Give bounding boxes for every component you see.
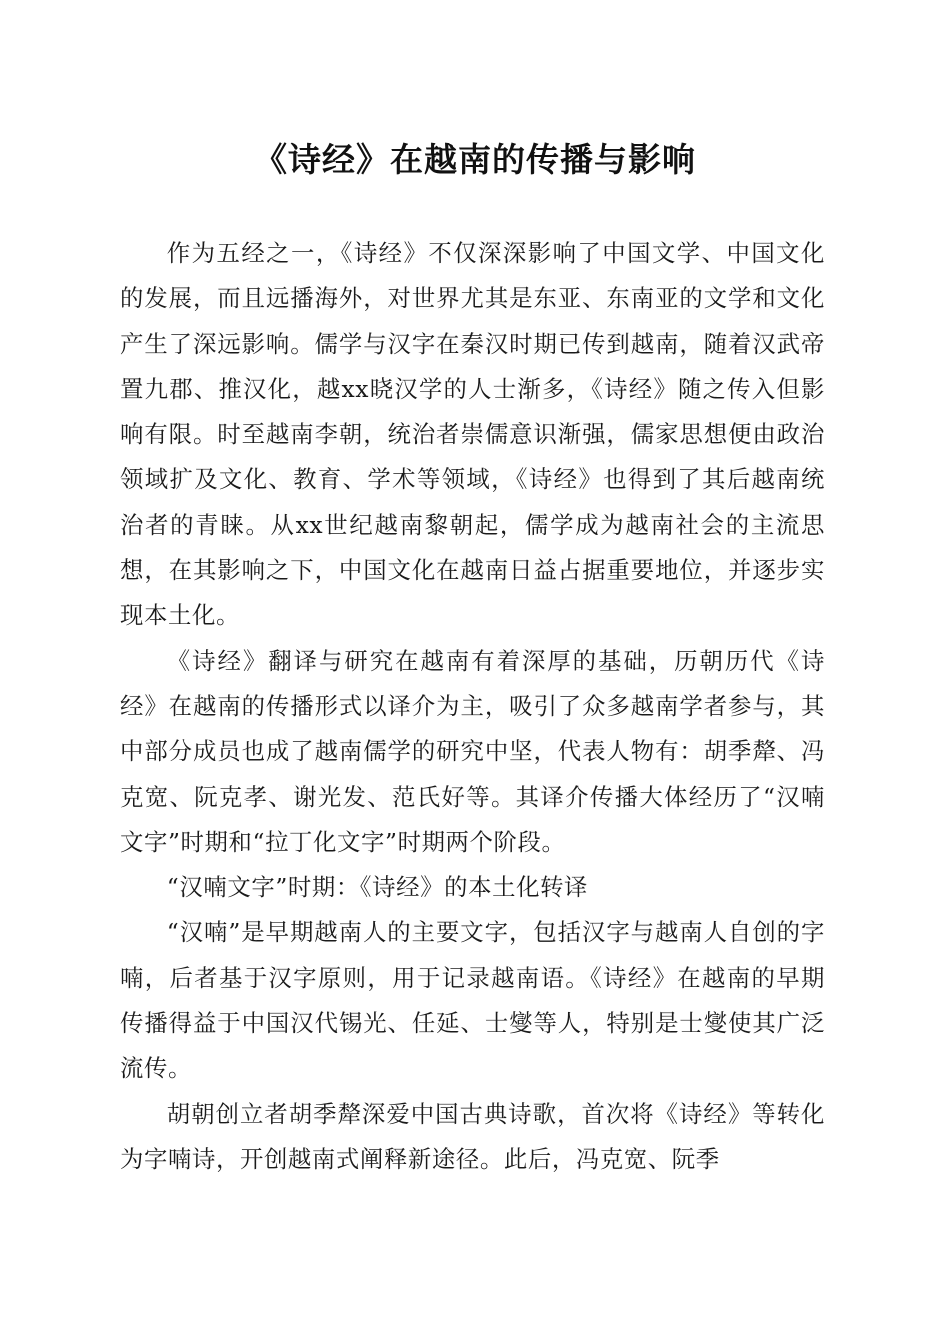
paragraph: “汉喃”是早期越南人的主要文字，包括汉字与越南人自创的字喃，后者基于汉字原则，用于记录越南语。《诗经》在越南的早期传播得益于中国汉代锡光、任延、士燮等人，特别是士燮使其广泛流传。	[120, 918, 825, 1083]
section-heading: “汉喃文字”时期：《诗经》的本土化转译	[166, 873, 589, 902]
document-body	[120, 231, 825, 1182]
paragraph: 《诗经》翻译与研究在越南有着深厚的基础，历朝历代《诗经》在越南的传播形式以译介为主，吸引了众多越南学者参与，其中部分成员也成了越南儒学的研究中坚，代表人物有：胡季犛、冯克宽、阮克孝、谢光发、范氏好等。其译介传播大体经历了“汉喃文字”时期和“拉丁化文字”时期两个阶段。	[120, 646, 825, 856]
paragraph: 胡朝创立者胡季犛深爱中国古典诗歌，首次将《诗经》等转化为字喃诗，开创越南式阐释新途径。此后，冯克宽、阮季	[120, 1099, 825, 1173]
paragraph: 作为五经之一，《诗经》不仅深深影响了中国文学、中国文化的发展，而且远播海外，对世界尤其是东亚、东南亚的文学和文化产生了深远影响。儒学与汉字在秦汉时期已传到越南，随着汉武帝置九郡、推汉化，越xx晓汉学的人士渐多，《诗经》随之传入但影响有限。时至越南李朝，统治者崇儒意识渐强，儒家思想便由政治领域扩及文化、教育、学术等领域，《诗经》也得到了其后越南统治者的青睐。从xx世纪越南黎朝起，儒学成为越南社会的主流思想，在其影响之下，中国文化在越南日益占据重要地位，并逐步实现本土化。	[120, 239, 825, 630]
document-title: 《诗经》在越南的传播与影响	[254, 140, 696, 179]
